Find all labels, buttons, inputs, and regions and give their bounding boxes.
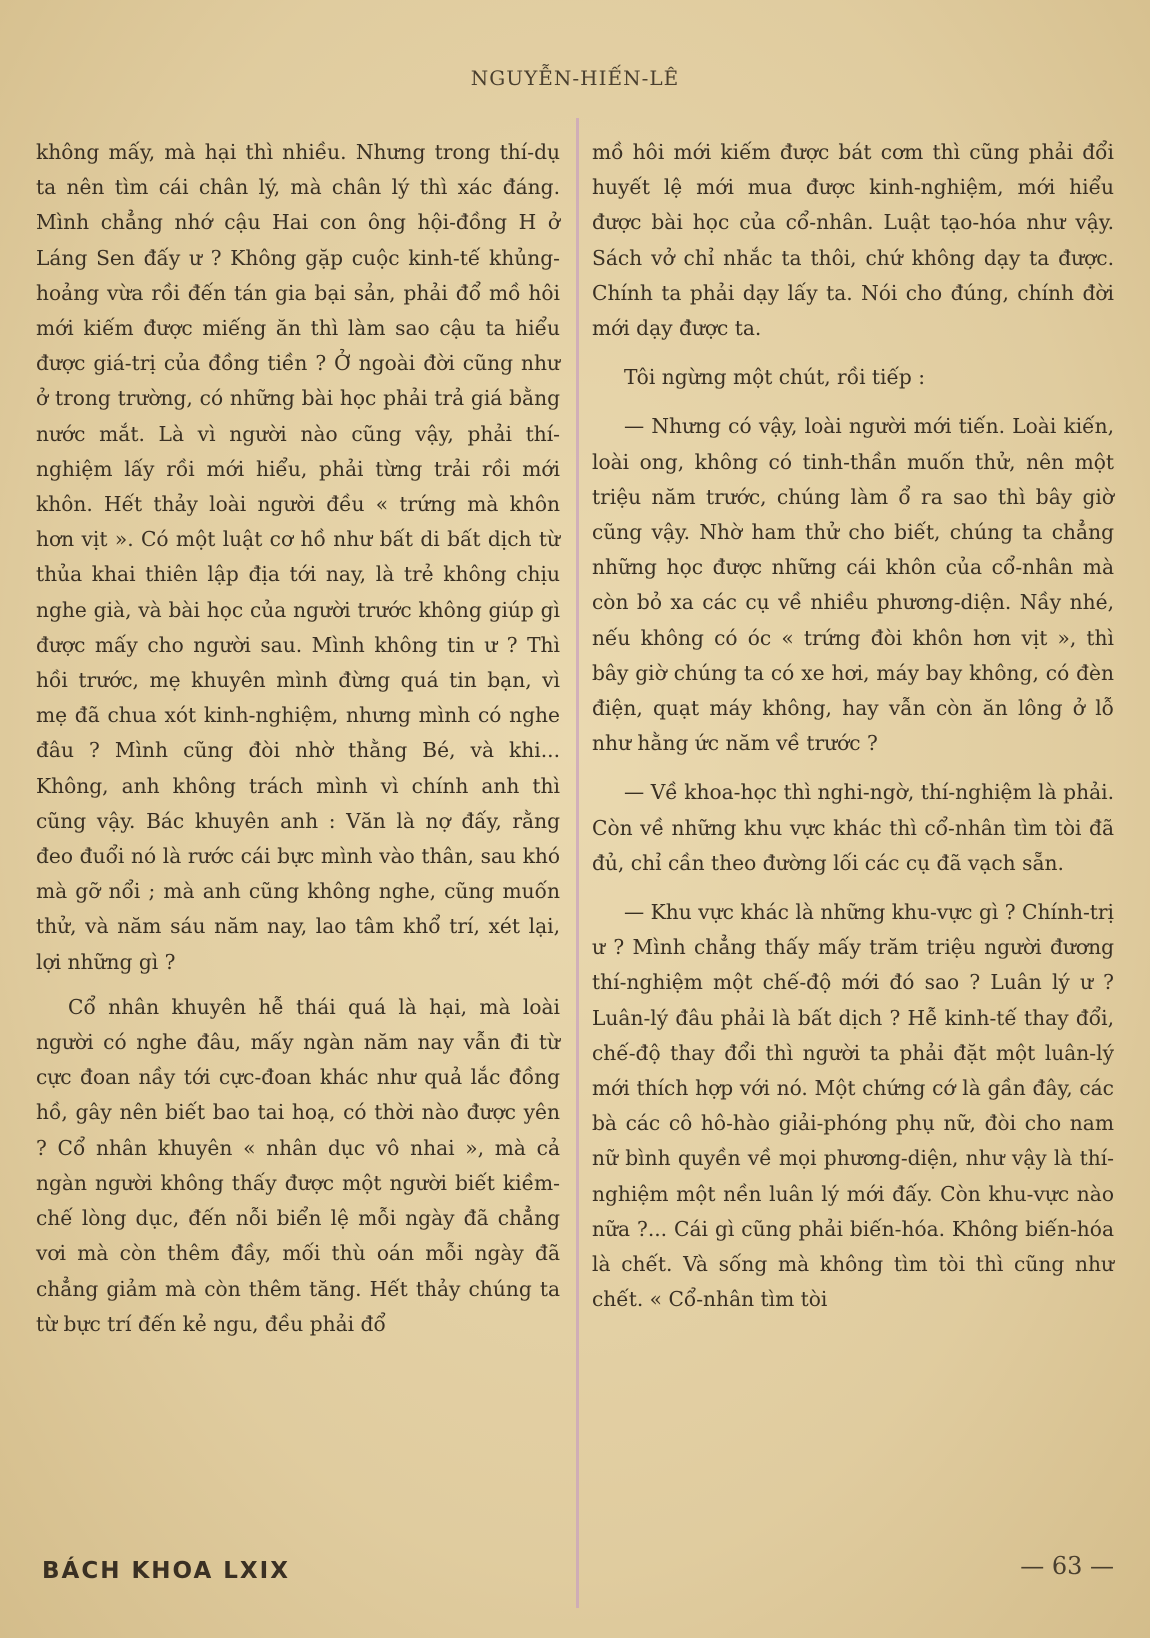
column-divider — [576, 118, 579, 1608]
right-column — [592, 135, 1114, 1318]
right-paragraph-3: — Nhưng có vậy, loài người mới tiến. Loài kiến, loài ong, không có tinh-thần muốn thử, nên một triệu năm trước, chúng làm ổ ra sao thì bây giờ cũng vậy. Nhờ ham thử cho biết, chúng ta chẳng những học được những cái khôn của cổ-nhân mà còn bỏ xa các cụ về nhiều phương-diện. Nầy nhé, nếu không có óc « trứng đòi khôn hơn vịt », thì bây giờ chúng ta có xe hơi, máy bay không, có đèn điện, quạt máy không, hay vẫn còn ăn lông ở lỗ như hằng ức năm về trước ? — [592, 414, 1114, 756]
right-paragraph-5: — Khu vực khác là những khu-vực gì ? Chính-trị ư ? Mình chẳng thấy mấy trăm triệu người đương thí-nghiệm một chế-độ mới đó sao ? Luân lý ư ? Luân-lý đâu phải là bất dịch ? Hễ kinh-tế thay đổi, chế-độ thay đổi thì người ta phải đặt một luân-lý mới thích hợp với nó. Một chứng cớ là gần đây, các bà các cô hô-hào giải-phóng phụ nữ, đòi cho nam nữ bình quyền về mọi phương-diện, như vậy là thí-nghiệm một nền luân lý mới đấy. Còn khu-vực nào nữa ?... Cái gì cũng phải biến-hóa. Không biến-hóa là chết. Và sống mà không tìm tòi thì cũng như chết. « Cổ-nhân tìm tòi — [592, 900, 1114, 1312]
left-paragraph-2: Cổ nhân khuyên hễ thái quá là hại, mà loài người có nghe đâu, mấy ngàn năm nay vẫn đi từ cực đoan nầy tới cực-đoan khác như quả lắc đồng hồ, gây nên biết bao tai hoạ, có thời nào được yên ? Cổ nhân khuyên « nhân dục vô nhai », mà cả ngàn người không thấy được một người biết kiềm-chế lòng dục, đến nỗi biển lệ mỗi ngày đã chẳng vơi mà còn thêm đầy, mối thù oán mỗi ngày đã chẳng giảm mà còn thêm tăng. Hết thảy chúng ta từ bực trí đến kẻ ngu, đều phải đổ — [36, 994, 560, 1336]
right-paragraph-1: mồ hôi mới kiếm được bát cơm thì cũng phải đổi huyết lệ mới mua được kinh-nghiệm, mới hiểu được bài học của cổ-nhân. Luật tạo-hóa như vậy. Sách vở chỉ nhắc ta thôi, chứ không dạy ta được. Chính ta phải dạy lấy ta. Nói cho đúng, chính đời mới dạy được ta. — [592, 140, 1114, 341]
left-paragraph-1: không mấy, mà hại thì nhiều. Nhưng trong thí-dụ ta nên tìm cái chân lý, mà chân lý thì xác đáng. Mình chẳng nhớ cậu Hai con ông hội-đồng H ở Láng Sen đấy ư ? Không gặp cuộc kinh-tế khủng-hoảng vừa rồi đến tán gia bại sản, phải đổ mồ hôi mới kiếm được miếng ăn thì làm sao cậu ta hiểu được giá-trị của đồng tiền ? Ở ngoài đời cũng như ở trong trường, có những bài học phải trả giá bằng nước mắt. Là vì người nào cũng vậy, phải thí-nghiệm lấy rồi mới hiểu, phải từng trải rồi mới khôn. Hết thảy loài người đều « trứng mà khôn hơn vịt ». Có một luật cơ hồ như bất di bất dịch từ thủa khai thiên lập địa tới nay, là trẻ không chịu nghe già, và bài học của người trước không giúp gì được mấy cho người sau. Mình không tin ư ? Thì hồi trước, mẹ khuyên mình đừng quá tin bạn, vì mẹ đã chua xót kinh-nghiệm, nhưng mình có nghe đâu ? Mình cũng đòi nhờ thằng Bé, và khi... Không, anh không trách mình vì chính anh thì cũng vậy. Bác khuyên anh : Văn là nợ đấy, rằng đeo đuổi nó là rước cái bực mình vào thân, sau khó mà gỡ nổi ; mà anh cũng không nghe, cũng muốn thử, và năm sáu năm nay, lao tâm khổ trí, xét lại, lợi những gì ? — [36, 140, 560, 974]
page-number: — 63 — — [1020, 1552, 1114, 1580]
magazine-title: BÁCH KHOA LXIX — [42, 1558, 290, 1584]
right-paragraph-2: Tôi ngừng một chút, rồi tiếp : — [624, 365, 926, 390]
left-column — [36, 135, 560, 1342]
right-paragraph-4: — Về khoa-học thì nghi-ngờ, thí-nghiệm là phải. Còn về những khu vực khác thì cổ-nhân tìm tòi đã đủ, chỉ cần theo đường lối các cụ đã vạch sẵn. — [592, 780, 1114, 875]
running-head: NGUYỄN-HIẾN-LÊ — [470, 66, 680, 90]
